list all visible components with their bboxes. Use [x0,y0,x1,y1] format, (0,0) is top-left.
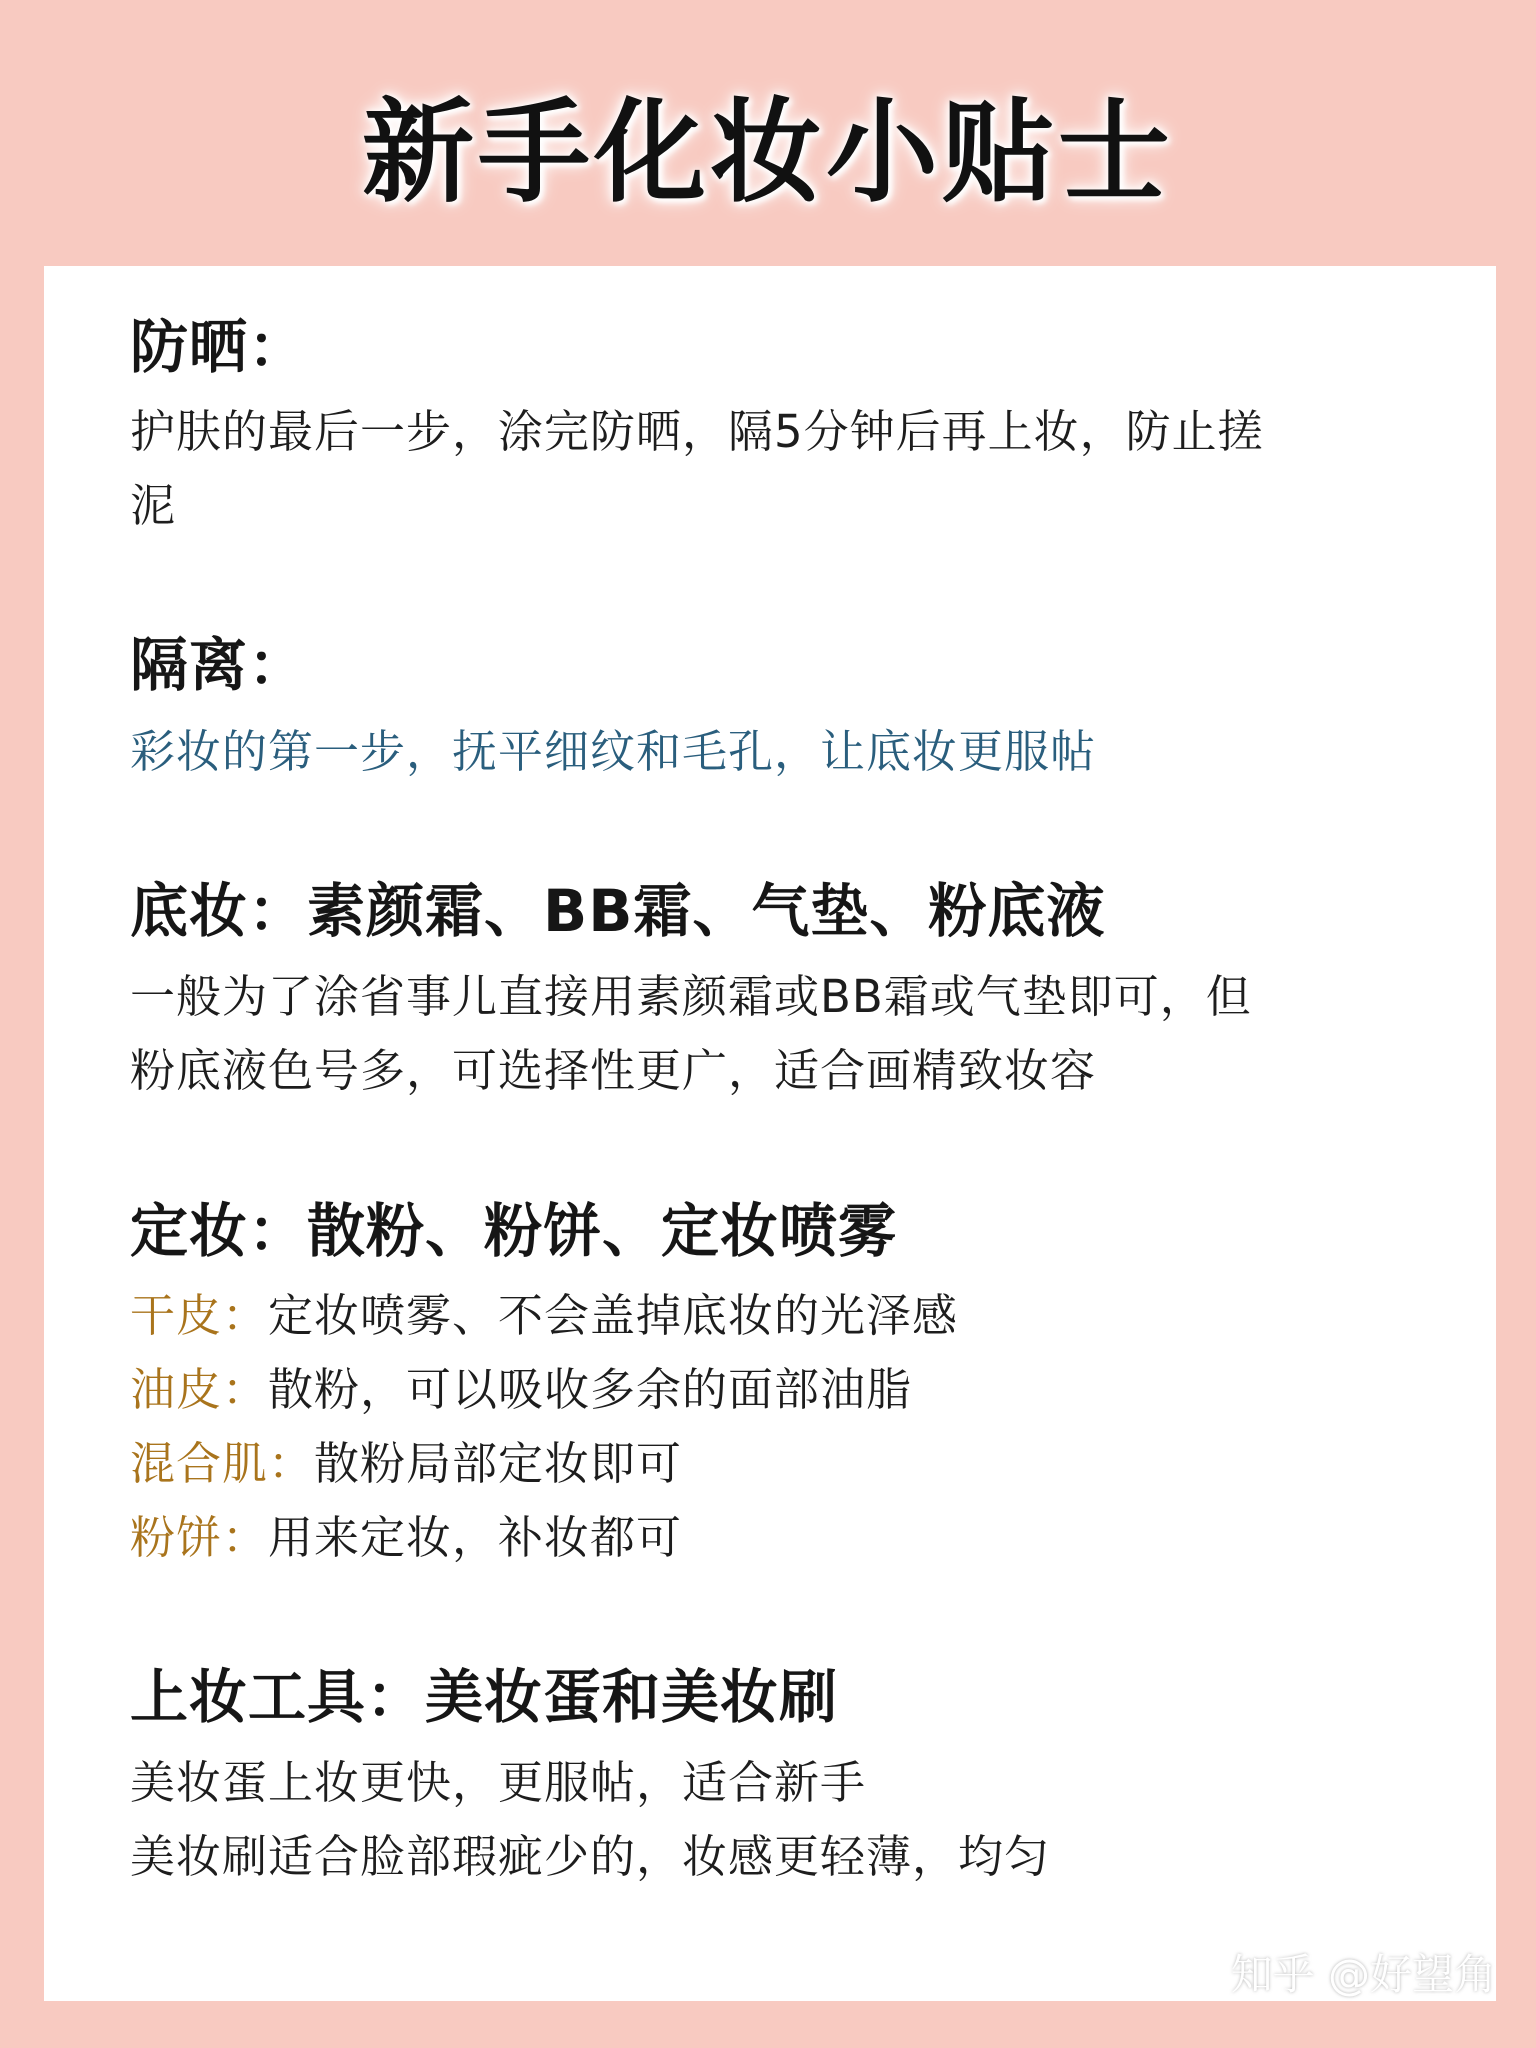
setting-item-label: 油皮： [130,1363,269,1416]
setting-item-text: 定妆喷雾、不会盖掉底妆的光泽感 [268,1289,959,1342]
section-text-foundation-2: 粉底液色号多，可选择性更广，适合画精致妆容 [130,1044,1097,1097]
section-heading-setting: 定妆：散粉、粉饼、定妆喷雾 [130,1197,898,1265]
setting-item-dry-skin [130,1279,958,1353]
page-title: 新手化妆小贴士 [362,88,1174,218]
section-heading-foundation: 底妆：素颜霜、BB霜、气垫、粉底液 [130,877,1106,945]
section-text-tools-1: 美妆蛋上妆更快，更服帖，适合新手 [130,1756,867,1809]
section-text-foundation-1: 一般为了涂省事儿直接用素颜霜或BB霜或气垫即可，但 [130,970,1252,1023]
setting-item-pressed-powder [130,1501,682,1575]
setting-item-text: 散粉，可以吸收多余的面部油脂 [268,1363,913,1416]
setting-item-combination-skin [130,1427,682,1501]
setting-item-text: 散粉局部定妆即可 [314,1437,683,1490]
tips-card [44,266,1496,2001]
watermark: 知乎 @好望角 [1230,1950,1496,1999]
section-heading-sunscreen: 防晒： [130,313,308,381]
setting-item-text: 用来定妆，补妆都可 [268,1511,683,1564]
section-text-sunscreen-1: 护肤的最后一步，涂完防晒，隔5分钟后再上妆，防止搓 [130,405,1264,458]
setting-item-label: 干皮： [130,1289,269,1342]
section-heading-tools: 上妆工具：美妆蛋和美妆刷 [130,1663,839,1731]
section-text-sunscreen-2: 泥 [130,479,177,532]
setting-item-label: 混合肌： [130,1437,315,1490]
section-heading-primer: 隔离： [130,631,308,699]
setting-item-label: 粉饼： [130,1511,269,1564]
setting-item-oily-skin [130,1353,912,1427]
section-text-tools-2: 美妆刷适合脸部瑕疵少的，妆感更轻薄，均匀 [130,1830,1051,1883]
section-text-primer-1: 彩妆的第一步，抚平细纹和毛孔，让底妆更服帖 [130,725,1097,778]
